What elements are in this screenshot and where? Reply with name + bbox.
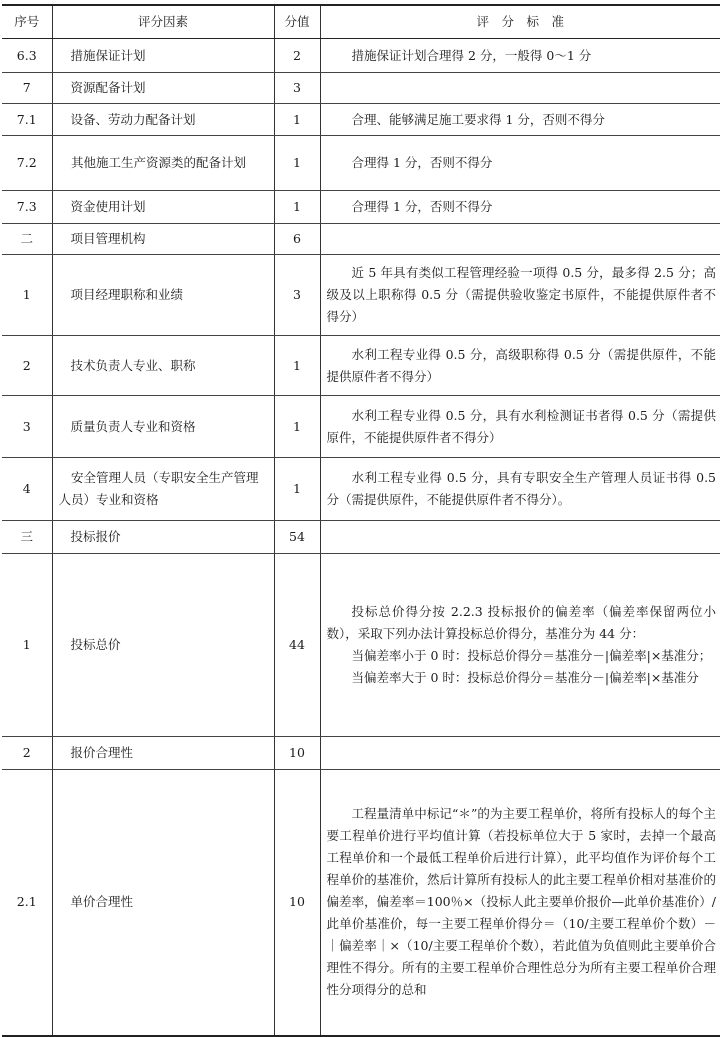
row-factor: 安全管理人员（专职安全生产管理人员）专业和资格 <box>52 458 274 521</box>
row-score: 1 <box>274 458 320 521</box>
standard-text: 当偏差率大于 0 时：投标总价得分＝基准分－|偏差率|×基准分 <box>351 670 699 685</box>
scoring-table <box>2 4 720 1037</box>
row-no: 7.1 <box>2 104 52 136</box>
table-row <box>2 73 720 104</box>
standard-text: 近 5 年具有类似工程管理经验一项得 0.5 分，最多得 2.5 分；高级及以上职称得 0.5 分（需提供验收鉴定书原件，不能提供原件者不得分） <box>326 265 716 324</box>
standard-text: 工程量清单中标记“＊”的为主要工程单价，将所有投标人的每个主要工程单价进行平均值计算（若投标单位大于 5 家时，去掉一个最高工程单价和一个最低工程单价后进行计算），此平均值作为评价每个工程单价的基准价，然后计算所有投标人的此主要工程单价相对基准价的偏差率，偏差率＝100％×（投标人此主要单价报价—此单价基准价）/此单价基准价，每一主要工程单价得分＝（10/主要工程单价个数）－｜偏差率｜×（10/主要工程单价个数），若此值为负值则此主要单价合理性不得分。所有的主要工程单价合理性总分为所有主要工程单价合理性分项得分的总和 <box>326 806 716 998</box>
row-score: 2 <box>274 39 320 73</box>
row-standard <box>320 737 720 770</box>
table-row <box>2 224 720 255</box>
row-factor: 投标总价 <box>52 554 274 737</box>
row-score: 1 <box>274 136 320 191</box>
row-no: 2 <box>2 737 52 770</box>
row-score: 3 <box>274 255 320 336</box>
row-standard <box>320 39 720 73</box>
row-no: 3 <box>2 396 52 458</box>
row-factor: 报价合理性 <box>52 737 274 770</box>
standard-text: 合理、能够满足施工要求得 1 分，否则不得分 <box>351 111 605 127</box>
row-standard <box>320 554 720 737</box>
standard-text: 水利工程专业得 0.5 分，具有水利检测证书者得 0.5 分（需提供原件，不能提供原件者不得分） <box>326 407 716 445</box>
row-factor: 其他施工生产资源类的配备计划 <box>52 136 274 191</box>
row-standard <box>320 136 720 191</box>
standard-text: 水利工程专业得 0.5 分，高级职称得 0.5 分（需提供原件，不能提供原件者不得分） <box>326 346 716 384</box>
standard-text: 合理得 1 分，否则不得分 <box>351 155 493 170</box>
table-row <box>2 136 720 191</box>
row-standard <box>320 224 720 255</box>
col-header-no: 序号 <box>2 5 52 39</box>
row-factor: 资金使用计划 <box>52 191 274 224</box>
row-score: 1 <box>274 191 320 224</box>
row-score: 10 <box>274 770 320 1036</box>
row-no: 1 <box>2 554 52 737</box>
table-row <box>2 737 720 770</box>
table-row <box>2 104 720 136</box>
row-no: 7.3 <box>2 191 52 224</box>
row-factor: 质量负责人专业和资格 <box>52 396 274 458</box>
row-standard <box>320 104 720 136</box>
standard-text: 措施保证计划合理得 2 分，一般得 0～1 分 <box>351 47 592 63</box>
row-standard <box>320 396 720 458</box>
row-score: 44 <box>274 554 320 737</box>
col-header-factor: 评分因素 <box>52 5 274 39</box>
row-factor: 措施保证计划 <box>52 39 274 73</box>
standard-text: 投标总价得分按 2.2.3 投标报价的偏差率（偏差率保留两位小数），采取下列办法计算投标总价得分，基准分为 44 分： <box>326 604 716 641</box>
row-factor: 投标报价 <box>52 521 274 554</box>
row-standard <box>320 336 720 396</box>
row-no: 1 <box>2 255 52 336</box>
table-header-row <box>2 5 720 39</box>
row-standard <box>320 770 720 1036</box>
col-header-score: 分值 <box>274 5 320 39</box>
row-standard <box>320 458 720 521</box>
standard-text: 水利工程专业得 0.5 分，具有专职安全生产管理人员证书得 0.5 分（需提供原件，不能提供原件者不得分）。 <box>326 470 716 507</box>
row-no: 7 <box>2 73 52 104</box>
table-row <box>2 458 720 521</box>
standard-text: 当偏差率小于 0 时：投标总价得分＝基准分－|偏差率|×基准分； <box>351 648 712 663</box>
col-header-standard: 评 分 标 准 <box>320 5 720 39</box>
row-no: 2 <box>2 336 52 396</box>
table-row <box>2 336 720 396</box>
row-factor: 设备、劳动力配备计划 <box>52 104 274 136</box>
row-standard <box>320 191 720 224</box>
row-score: 6 <box>274 224 320 255</box>
row-no: 7.2 <box>2 136 52 191</box>
table-row <box>2 770 720 1036</box>
row-score: 54 <box>274 521 320 554</box>
row-no: 4 <box>2 458 52 521</box>
row-no: 6.3 <box>2 39 52 73</box>
row-score: 1 <box>274 396 320 458</box>
table-row <box>2 521 720 554</box>
table-row <box>2 39 720 73</box>
row-score: 10 <box>274 737 320 770</box>
row-standard <box>320 255 720 336</box>
row-standard <box>320 521 720 554</box>
row-standard <box>320 73 720 104</box>
row-no: 二 <box>2 224 52 255</box>
table-row <box>2 191 720 224</box>
row-factor: 技术负责人专业、职称 <box>52 336 274 396</box>
row-score: 1 <box>274 336 320 396</box>
table-row <box>2 396 720 458</box>
row-factor: 项目管理机构 <box>52 224 274 255</box>
row-factor: 资源配备计划 <box>52 73 274 104</box>
row-factor: 单价合理性 <box>52 770 274 1036</box>
row-no: 2.1 <box>2 770 52 1036</box>
table-row <box>2 554 720 737</box>
row-no: 三 <box>2 521 52 554</box>
row-score: 1 <box>274 104 320 136</box>
standard-text: 合理得 1 分，否则不得分 <box>351 199 493 214</box>
row-factor: 项目经理职称和业绩 <box>52 255 274 336</box>
table-row <box>2 255 720 336</box>
row-score: 3 <box>274 73 320 104</box>
